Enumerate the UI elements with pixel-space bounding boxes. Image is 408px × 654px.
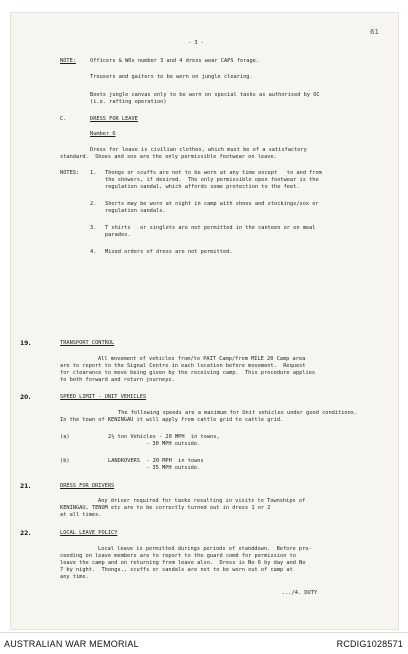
section-22-line1: Local leave is permitted durings periods of standdown. Before pro- [98,546,312,552]
note-2-line2: regulation sandals. [105,208,166,214]
section-19-line3: for clearance to move being given by the receiving camp. This procedure applies [60,370,316,376]
note-4-line1: Mixed orders of dress are not permitted. [105,249,233,255]
section-22-heading: LOCAL LEAVE POLICY [60,530,118,536]
section-20-a-line1: 2½ ton Vehicles - 20 MPH in towns, [108,434,220,440]
section-20-number: 20. [20,394,31,401]
section-20-a-line2: - 30 MPH outside. [146,441,201,447]
note-4-number: 4. [90,249,97,255]
page-corner-number: 61 [370,28,379,36]
section-21-heading: DRESS FOR DRIVERS [60,483,115,489]
section-c-number: Number 6 [90,131,116,137]
note-trousers: Trousers and gaiters to be worn on jungle clearing. [90,74,253,80]
catchword: .../4. DUTY [282,590,318,596]
section-21-line2: KENINGAU, TENOM etc are to be correctly turned out in dress 1 or 2 [60,505,271,511]
section-22-line2: ceeding on leave members are to report to the guard comd for permission to [60,553,296,559]
section-19-line4: to both forward and return journeys. [60,377,175,383]
section-20-line1: The following speeds are a maximum for Unit vehicles under good conditions. [118,410,358,416]
note-line: Officers & WOs number 3 and 4 dress wear CAPS forage. [90,58,260,64]
note-2-number: 2. [90,201,97,207]
section-c-heading: DRESS FOR LEAVE [90,116,138,122]
note-3-line2: parades. [105,232,131,238]
section-22-line5: any time. [60,574,89,580]
note-1-line3: regulation sandal, which affords some protection to the feet. [105,184,300,190]
section-20-b-label: (b) [60,458,70,464]
section-21-number: 21. [20,483,31,490]
section-20-b-line1: LANDROVERS - 20 MPH in towns [108,458,204,464]
section-22-line3: leave the camp and on returning from leave also. Dress is No 6 by day and No [60,560,306,566]
section-19-heading: TRANSPORT CONTROL [60,340,115,346]
section-c-para-line1: Dress for leave is civilian clothes, which must be of a satisfactory [90,147,307,153]
footer-institution: AUSTRALIAN WAR MEMORIAL [4,639,139,649]
section-c-letter: C. [60,116,67,122]
note-1-line2: the showers, if desired. The only permissible open footwear is the [105,177,319,183]
note-3-line1: T shirts or singlets are not permitted in the canteen or on meal [105,225,316,231]
section-20-heading: SPEED LIMIT - UNIT VEHICLES [60,394,147,400]
section-c-para-line2: standard. Shoes and sox are the only permissible footwear on leave. [60,154,277,160]
notes-label: NOTES: [60,170,80,176]
note-boots-line1: Boots jungle canvas only to be worn on special tasks as authorised by OC [90,92,320,98]
note-boots-line2: (i.e. rafting operation) [90,99,167,105]
section-19-line2: are to report to the Signal Centre in each location before movement. Request [60,363,306,369]
section-20-line2: In the town of KENINGAU it will apply from cattle grid to cattle grid. [60,417,284,423]
note-1-number: 1. [90,170,97,176]
section-20-a-label: (a) [60,434,70,440]
note-label: NOTE: [60,58,76,64]
note-3-number: 3. [90,225,97,231]
section-19-number: 19. [20,340,31,347]
section-22-number: 22. [20,530,31,537]
section-21-line1: Any driver required for tasks resulting in visits to Townships of [98,498,306,504]
section-19-line1: All movement of vehicles from/to PAIT Camp/from MILE 20 Camp area [98,356,306,362]
page-number: - 3 - [188,40,204,46]
archive-footer [0,633,408,654]
note-2-line1: Shorts may be worn at night in camp with shoes and stockings/sox or [105,201,319,207]
section-22-line4: 7 by night. Thongs., scuffs or sandals are not to be worn out of camp at [60,567,293,573]
section-20-b-line2: - 35 MPH outside. [146,465,201,471]
document-page [10,12,399,630]
footer-record-id: RCDIG1028571 [336,639,403,649]
section-21-line3: at all times. [60,512,102,518]
note-1-line1: Thongs or scuffs are not to be worn at any time except to and from [105,170,322,176]
